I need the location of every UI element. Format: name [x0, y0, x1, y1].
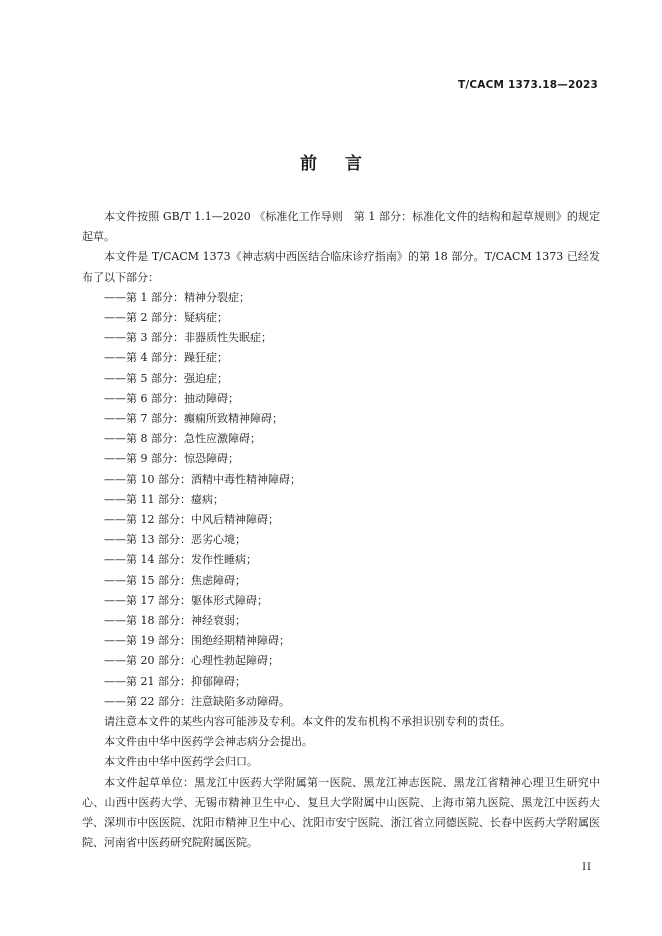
- list-item: ——第 3 部分：非器质性失眠症；: [104, 331, 272, 345]
- paragraph-patent-notice: 请注意本文件的某些内容可能涉及专利。本文件的发布机构不承担识别专利的责任。: [104, 715, 511, 729]
- paragraph-series-intro: 本文件是 T/CACM 1373《神志病中西医结合临床诊疗指南》的第 18 部分。T/CACM 1373 已经发布了以下部分：: [82, 250, 600, 284]
- list-item: ——第 11 部分：癔病；: [104, 492, 224, 506]
- parts-list: [82, 288, 600, 712]
- list-item: ——第 4 部分：躁狂症；: [104, 351, 228, 365]
- list-item: ——第 7 部分：癫痫所致精神障碍；: [104, 412, 283, 426]
- list-item: ——第 12 部分：中风后精神障碍；: [104, 513, 279, 527]
- standard-code: T/CACM 1373.18—2023: [458, 79, 598, 91]
- list-item: ——第 10 部分：酒精中毒性精神障碍；: [104, 472, 301, 486]
- list-item: ——第 2 部分：疑病症；: [104, 311, 228, 325]
- list-item: ——第 17 部分：躯体形式障碍；: [104, 593, 268, 607]
- list-item: ——第 14 部分：发作性睡病；: [104, 553, 257, 567]
- page-number: II: [582, 862, 592, 873]
- list-item: ——第 15 部分：焦虑障碍；: [104, 573, 246, 587]
- list-item: ——第 1 部分：精神分裂症；: [104, 290, 250, 304]
- list-item: ——第 13 部分：恶劣心境；: [104, 533, 246, 547]
- list-item: ——第 20 部分：心理性勃起障碍；: [104, 654, 279, 668]
- list-item: ——第 18 部分：神经衰弱；: [104, 614, 246, 628]
- page-title: 前言: [300, 154, 390, 174]
- list-item: ——第 19 部分：围绝经期精神障碍；: [104, 634, 290, 648]
- list-item: ——第 6 部分：抽动障碍；: [104, 391, 239, 405]
- paragraph-proposer: 本文件由中华中医药学会神志病分会提出。: [104, 735, 313, 749]
- list-item: ——第 5 部分：强迫症；: [104, 371, 228, 385]
- paragraph-drafting-units: 本文件起草单位：黑龙江中医药大学附属第一医院、黑龙江神志医院、黑龙江省精神心理卫生研究中心、山西中医药大学、无锡市精神卫生中心、复旦大学附属中山医院、上海市第九医院、黑龙江中医药大学、深圳市中医医院、沈阳市精神卫生中心、沈阳市安宁医院、浙江省立同德医院、长春中医药大学附属医院、河南省中医药研究院附属医院。: [82, 775, 600, 850]
- paragraph-administrator: 本文件由中华中医药学会归口。: [104, 755, 258, 769]
- list-item: ——第 22 部分：注意缺陷多动障碍。: [104, 694, 290, 708]
- document-body: [82, 207, 600, 854]
- paragraph-drafting-rules: 本文件按照 GB/T 1.1—2020 《标准化工作导则 第 1 部分：标准化文件的结构和起草规则》的规定起草。: [82, 210, 600, 244]
- list-item: ——第 9 部分：惊恐障碍；: [104, 452, 239, 466]
- list-item: ——第 8 部分：急性应激障碍；: [104, 432, 261, 446]
- list-item: ——第 21 部分：抑郁障碍；: [104, 674, 246, 688]
